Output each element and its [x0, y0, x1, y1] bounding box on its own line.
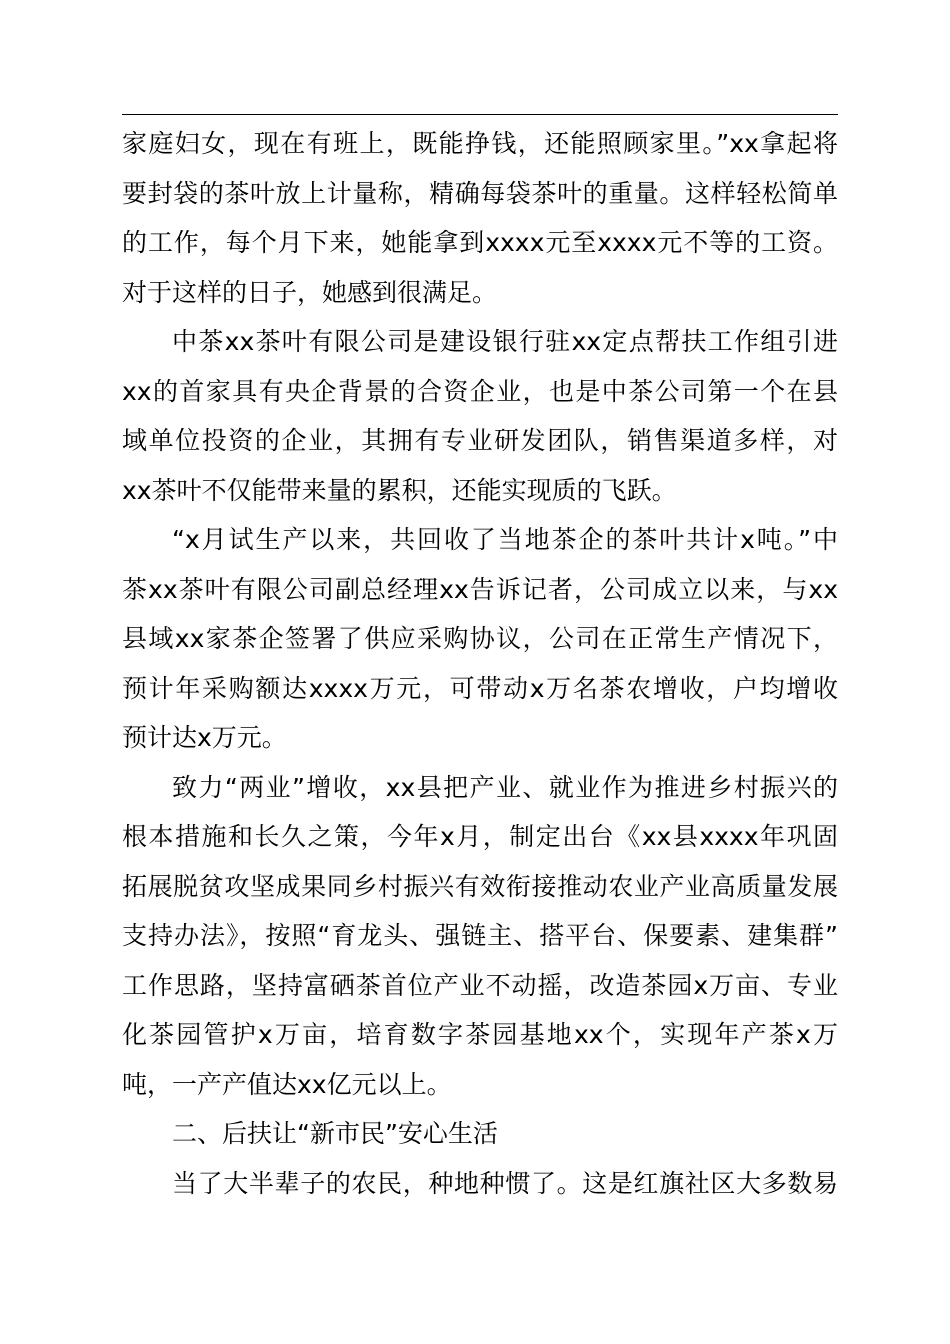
- text-line: 茶xx茶叶有限公司副总经理xx告诉记者，公司成立以来，与xx: [122, 574, 838, 604]
- text-line: 预计达x万元。: [122, 723, 287, 752]
- text-line: xx的首家具有央企背景的合资企业，也是中茶公司第一个在县: [122, 376, 838, 406]
- text-line: 化茶园管护x万亩，培育数字茶园基地xx个，实现年产茶x万: [122, 1020, 838, 1049]
- paragraph-first-line: “x月试生产以来，共回收了当地茶企的茶叶共计x吨。”中: [172, 525, 838, 554]
- paragraph-first-line: 中茶xx茶叶有限公司是建设银行驻xx定点帮扶工作组引进: [172, 327, 838, 356]
- text-line: xx茶叶不仅能带来量的累积，还能实现质的飞跃。: [122, 475, 677, 505]
- text-line: 域单位投资的企业，其拥有专业研发团队，销售渠道多样，对: [122, 426, 838, 455]
- document-body: [122, 119, 838, 1208]
- text-line: 家庭妇女，现在有班上，既能挣钱，还能照顾家里。”xx拿起将: [122, 129, 838, 158]
- text-line: 支持办法》，按照“育龙头、强链主、搭平台、保要素、建集群”: [122, 921, 838, 950]
- text-line: 县域xx家茶企签署了供应采购协议，公司在正常生产情况下，: [122, 624, 838, 653]
- paragraph-first-line: 当了大半辈子的农民，种地种惯了。这是红旗社区大多数易: [172, 1168, 838, 1198]
- text-line: 拓展脱贫攻坚成果同乡村振兴有效衔接推动农业产业高质量发展: [122, 871, 838, 901]
- text-line: 预计年采购额达xxxx万元，可带动x万名茶农增收，户均增收: [122, 673, 838, 703]
- text-line: 根本措施和长久之策，今年x月，制定出台《xx县xxxx年巩固: [122, 822, 838, 851]
- text-line: 的工作，每个月下来，她能拿到xxxx元至xxxx元不等的工资。: [122, 228, 838, 257]
- text-line: 工作思路，坚持富硒茶首位产业不动摇，改造茶园x万亩、专业: [122, 970, 838, 1000]
- text-line: 对于这样的日子，她感到很满足。: [122, 277, 498, 307]
- text-line: 要封袋的茶叶放上计量称，精确每袋茶叶的重量。这样轻松简单: [122, 178, 838, 208]
- section-heading: 二、后扶让“新市民”安心生活: [172, 1119, 498, 1148]
- text-line: 吨，一产产值达xx亿元以上。: [122, 1069, 452, 1099]
- header-rule: [122, 114, 838, 115]
- paragraph-first-line: 致力“两业”增收，xx县把产业、就业作为推进乡村振兴的: [172, 772, 838, 802]
